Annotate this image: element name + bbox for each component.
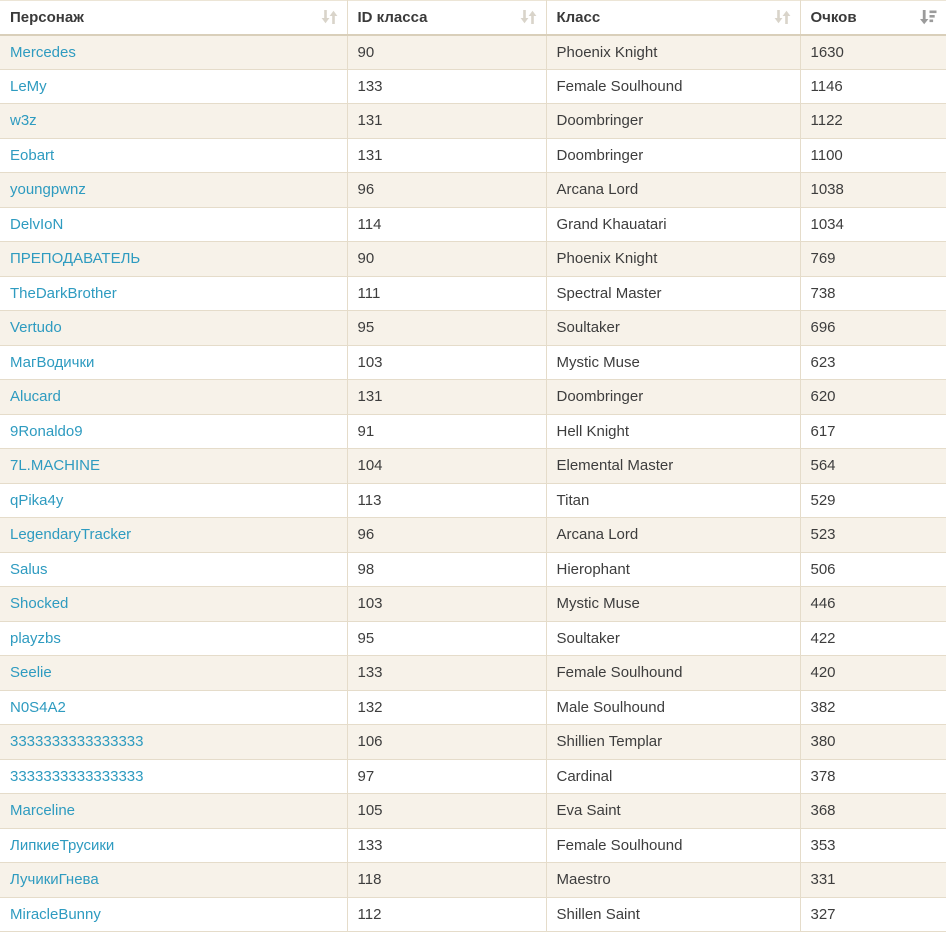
column-header-points[interactable] [800,1,946,35]
character-link[interactable]: TheDarkBrother [10,284,117,302]
character-link[interactable]: youngpwnz [10,181,86,199]
character-link[interactable]: ЛучикиГнева [10,871,99,889]
character-cell [0,828,347,863]
class-id-cell: 114 [347,207,546,242]
class-id-cell: 106 [347,725,546,760]
class-cell: Female Soulhound [546,69,800,104]
character-cell [0,69,347,104]
class-cell: Spectral Master [546,276,800,311]
sort-both-icon [520,9,537,25]
table-row [0,207,946,242]
character-cell [0,138,347,173]
class-id-cell: 113 [347,483,546,518]
table-row [0,828,946,863]
points-cell: 382 [800,690,946,725]
character-link[interactable]: Alucard [10,388,61,406]
character-link[interactable]: N0S4A2 [10,698,66,716]
character-cell [0,690,347,725]
points-cell: 506 [800,552,946,587]
character-cell [0,725,347,760]
character-cell [0,311,347,346]
table-row [0,759,946,794]
character-link[interactable]: МагВодички [10,353,95,371]
character-cell [0,759,347,794]
class-id-cell: 133 [347,656,546,691]
character-cell [0,897,347,932]
class-id-cell: 97 [347,759,546,794]
class-cell: Phoenix Knight [546,35,800,70]
character-cell [0,656,347,691]
class-cell: Female Soulhound [546,656,800,691]
column-label: Очков [810,8,857,26]
character-cell [0,621,347,656]
class-id-cell: 132 [347,690,546,725]
character-link[interactable]: MiracleBunny [10,905,101,923]
table-row [0,587,946,622]
character-link[interactable]: playzbs [10,629,61,647]
character-link[interactable]: LeMy [10,77,47,95]
points-cell: 327 [800,897,946,932]
points-cell: 422 [800,621,946,656]
class-id-cell: 96 [347,173,546,208]
class-cell: Shillien Templar [546,725,800,760]
column-header-class[interactable] [546,1,800,35]
column-label: Персонаж [10,8,84,26]
table-row [0,69,946,104]
table-row [0,414,946,449]
class-cell: Doombringer [546,104,800,139]
column-header-class-id[interactable] [347,1,546,35]
points-cell: 529 [800,483,946,518]
points-cell: 617 [800,414,946,449]
character-link[interactable]: qPika4y [10,491,64,509]
character-link[interactable]: Shocked [10,595,69,613]
table-row [0,138,946,173]
class-cell: Doombringer [546,138,800,173]
class-id-cell: 103 [347,587,546,622]
class-cell: Titan [546,483,800,518]
class-id-cell: 96 [347,518,546,553]
sort-both-icon [774,9,791,25]
character-cell [0,587,347,622]
points-cell: 1100 [800,138,946,173]
character-cell [0,276,347,311]
table-row [0,311,946,346]
column-label: Класс [556,8,601,26]
class-cell: Phoenix Knight [546,242,800,277]
class-cell: Female Soulhound [546,828,800,863]
character-link[interactable]: Vertudo [10,319,62,337]
table-row [0,552,946,587]
class-cell: Soultaker [546,621,800,656]
class-id-cell: 95 [347,621,546,656]
character-link[interactable]: Seelie [10,664,52,682]
class-id-cell: 90 [347,35,546,70]
table-row [0,242,946,277]
class-id-cell: 103 [347,345,546,380]
table-row [0,35,946,70]
character-cell [0,242,347,277]
points-cell: 380 [800,725,946,760]
character-link[interactable]: Marceline [10,802,76,820]
points-cell: 331 [800,863,946,898]
class-cell: Eva Saint [546,794,800,829]
points-cell: 620 [800,380,946,415]
table-row [0,449,946,484]
class-id-cell: 131 [347,380,546,415]
table-row [0,276,946,311]
points-cell: 769 [800,242,946,277]
character-cell [0,345,347,380]
class-cell: Maestro [546,863,800,898]
character-link[interactable]: DelvIoN [10,215,64,233]
character-cell [0,414,347,449]
table-row [0,380,946,415]
character-cell [0,518,347,553]
character-link[interactable]: w3z [10,112,37,130]
character-cell [0,207,347,242]
points-cell: 1630 [800,35,946,70]
class-id-cell: 105 [347,794,546,829]
character-cell [0,104,347,139]
points-cell: 368 [800,794,946,829]
points-cell: 1038 [800,173,946,208]
table-row [0,863,946,898]
class-cell: Soultaker [546,311,800,346]
class-id-cell: 131 [347,138,546,173]
table-row [0,173,946,208]
character-link[interactable]: ПРЕПОДАВАТЕЛЬ [10,250,141,268]
class-id-cell: 98 [347,552,546,587]
table-row [0,104,946,139]
sort-desc-icon [920,9,937,25]
class-id-cell: 131 [347,104,546,139]
points-cell: 738 [800,276,946,311]
character-link[interactable]: ЛипкиеТрусики [10,836,115,854]
points-cell: 1146 [800,69,946,104]
character-link[interactable]: Eobart [10,146,55,164]
class-cell: Male Soulhound [546,690,800,725]
points-cell: 1122 [800,104,946,139]
table-row [0,794,946,829]
class-cell: Hierophant [546,552,800,587]
table-row [0,725,946,760]
class-id-cell: 104 [347,449,546,484]
table-row [0,483,946,518]
class-cell: Hell Knight [546,414,800,449]
character-cell [0,863,347,898]
table-row [0,690,946,725]
column-label: ID класса [357,8,428,26]
character-cell [0,35,347,70]
class-id-cell: 95 [347,311,546,346]
class-cell: Arcana Lord [546,518,800,553]
character-link[interactable]: Mercedes [10,43,76,61]
points-cell: 523 [800,518,946,553]
class-cell: Elemental Master [546,449,800,484]
class-cell: Shillen Saint [546,897,800,932]
class-id-cell: 91 [347,414,546,449]
points-cell: 564 [800,449,946,484]
points-cell: 623 [800,345,946,380]
sort-both-icon [321,9,338,25]
class-cell: Cardinal [546,759,800,794]
character-cell [0,380,347,415]
points-cell: 353 [800,828,946,863]
character-link[interactable]: 3333333333333333 [10,733,144,751]
points-cell: 420 [800,656,946,691]
character-link[interactable]: 7L.MACHINE [10,457,101,475]
table-body [0,35,946,932]
points-cell: 378 [800,759,946,794]
class-cell: Mystic Muse [546,587,800,622]
class-id-cell: 111 [347,276,546,311]
table-row [0,897,946,932]
character-link[interactable]: 9Ronaldo9 [10,422,83,440]
table-header-row [0,1,946,35]
table-row [0,656,946,691]
class-id-cell: 112 [347,897,546,932]
character-link[interactable]: 3333333333333333 [10,767,144,785]
character-link[interactable]: LegendaryTracker [10,526,132,544]
table-row [0,345,946,380]
class-id-cell: 133 [347,828,546,863]
points-cell: 446 [800,587,946,622]
class-cell: Doombringer [546,380,800,415]
table-row [0,518,946,553]
class-cell: Arcana Lord [546,173,800,208]
class-id-cell: 118 [347,863,546,898]
points-cell: 1034 [800,207,946,242]
class-id-cell: 133 [347,69,546,104]
character-cell [0,794,347,829]
character-cell [0,552,347,587]
column-header-character[interactable] [0,1,347,35]
character-cell [0,483,347,518]
character-cell [0,449,347,484]
character-link[interactable]: Salus [10,560,48,578]
points-cell: 696 [800,311,946,346]
class-cell: Mystic Muse [546,345,800,380]
character-cell [0,173,347,208]
table-row [0,621,946,656]
class-cell: Grand Khauatari [546,207,800,242]
class-id-cell: 90 [347,242,546,277]
